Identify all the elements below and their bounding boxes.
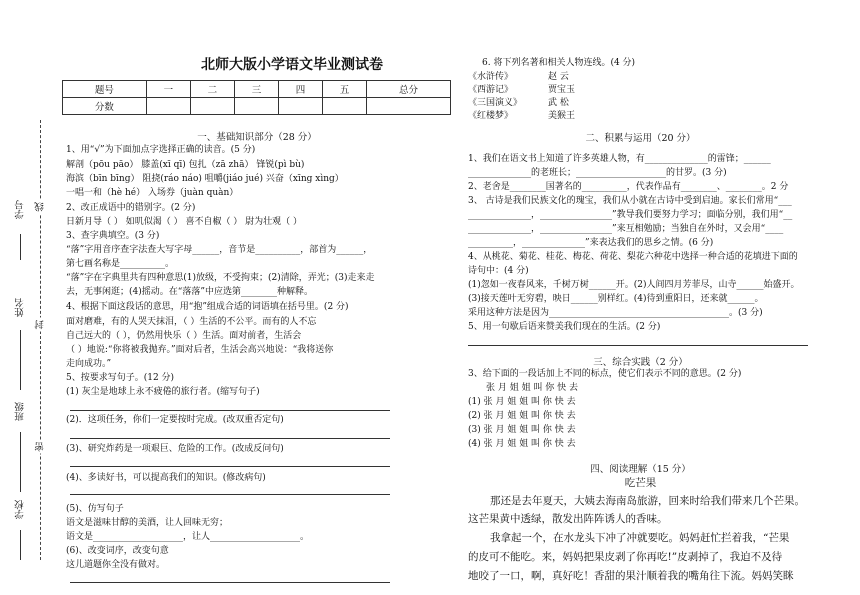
score-table-header-row [63,81,451,98]
score-cell: 分数 [63,98,147,115]
question-line: 自己远大的（ ），仍然用快乐（ ）生活。面对前者，生活会 [66,331,302,341]
question-line: 3、查字典填空。(3 分) [66,231,160,241]
question-line: (1) 灰尘是地球上永不疲倦的旅行者。(缩写句子) [66,387,260,397]
punctuation-answer-row[interactable]: (3) 张 月 姐 姐 叫 你 快 去 [468,425,576,435]
book-title: 《西游记》 [468,85,514,95]
section-heading-practice: 三、综合实践（2 分） [593,357,688,368]
score-cell: 三 [234,81,278,98]
question-line: 语文是滋味甘醇的美酒，让人回味无穷； [66,518,229,528]
score-table-score-row [63,98,451,115]
answer-line[interactable] [70,582,390,583]
question-line: ______________的老班长；____________________的甘罗。(3 分) [468,168,727,178]
binding-margin [0,0,48,595]
question-line: 海滨（bīn bīng） 阻挠(ráo náo) 咀嚼(jiáo jué) 兴奋（xīng xìng） [66,174,344,184]
answer-line[interactable] [70,410,390,411]
question-line: (4)、多读好书，可以提高我们的知识。(修改病句) [66,473,266,483]
question-line: 解剖（pōu pāo） 膝盖(xī qī) 包扎（zā zhā） 锋锐(pì bù) [66,160,305,170]
punctuation-answer-row[interactable]: (2) 张 月 姐 姐 叫 你 快 去 [468,411,576,421]
question-line: （ ）地说:“你将被我抛弃。”面对后者，生活会高兴地说：“我将送你 [66,345,334,355]
question-line: 3、 古诗是我们民族文化的瑰宝，我们从小就在古诗中受到启迪。家长们常用“___ [468,196,792,206]
margin-mark-line: 线 [35,202,46,212]
margin-blank-line [20,330,21,390]
punctuation-answer-row[interactable]: (1) 张 月 姐 姐 叫 你 快 去 [468,397,576,407]
question-line: ______________，________________”教导我们要努力学习；面临分别，我们用“__ [468,210,793,220]
question-line: 5、用一句歇后语来赞美我们现在的生活。(2 分) [468,322,661,332]
question-line: __________，______________”来表达我们的思乡之情。(6 分) [468,238,714,248]
article-paragraph-line: 地咬了一口，啊，真好吃！香甜的果汁顺着我的嘴角往下流。妈妈笑眯 [468,570,794,582]
score-input-cell[interactable] [367,98,451,115]
question-line: 1、我们在语文书上知道了许多英雄人物，有______________的雷锋；______ [468,154,771,164]
question-line: 一唱一和（hè hé） 入场券（juàn quàn） [66,188,239,198]
question-line: 去，无事闲逛；(4)摇动。在“落落”中应选第________种解释。 [66,287,313,297]
score-cell: 总分 [367,81,451,98]
answer-line[interactable] [70,438,390,439]
question-line: (1)忽如一夜春风来，千树万树______开。(2)人间四月芳菲尽，山寺______始盛开。 [468,280,800,290]
margin-blank-line [20,530,21,560]
question-line: 诗句中：(4 分) [468,266,529,276]
section-heading-reading: 四、阅读理解（15 分） [590,464,691,475]
score-input-cell[interactable] [234,98,278,115]
character-name: 贾宝玉 [548,85,576,95]
question-line: “落”字用音序查字法查大写字母______，音节是__________，部首为______， [66,245,373,255]
question-line: 3、给下面的一段话加上不同的标点，使它们表示不同的意思。(2 分) [468,369,742,379]
question-line: 1、用“√”为下面加点字选择正确的读音。(5 分) [66,145,256,155]
question-line: 这儿道题你全没有做对。 [66,560,166,570]
question-line: (3)接天莲叶无穷碧，映日______别样红。(4)待到重阳日，还来就______。 [468,294,764,304]
margin-mark-secret: 密 [35,442,46,452]
punctuation-base-text: 张 月 姐 姐 叫 你 快 去 [486,383,579,393]
character-name: 武 松 [548,98,569,108]
question-line: 5、按要求写句子。(12 分) [66,373,175,383]
page-title: 北师大版小学语文毕业测试卷 [201,57,383,73]
score-table [62,80,451,115]
article-paragraph-line: 的皮可不能吃。来，妈妈把果皮剥了你再吃!”皮剥掉了，我迫不及待 [468,551,783,563]
book-title: 《水浒传》 [468,72,514,82]
margin-mark-seal: 封 [35,320,46,330]
book-title: 《三国演义》 [468,98,523,108]
score-cell: 题号 [63,81,147,98]
question-line: 4、根据下面这段话的意思，用“抱”组成合适的词语填在括号里。(2 分) [66,302,349,312]
score-input-cell[interactable] [278,98,322,115]
answer-line[interactable] [468,345,808,346]
margin-label-class: 班级 [15,402,26,421]
punctuation-answer-row[interactable]: (4) 张 月 姐 姐 叫 你 快 去 [468,439,576,449]
question-line: 第七画名称是__________。 [66,259,175,269]
question-line: 语文是____________________，让人____________________。 [66,532,310,542]
article-paragraph-line: 这芒果黄中透绿，散发出阵阵诱人的香味。 [468,513,668,525]
character-name: 美猴王 [548,111,576,121]
score-input-cell[interactable] [146,98,190,115]
margin-label-school: 学校 [15,500,26,519]
question-line: 4、从桃花、菊花、桂花、梅花、荷花、梨花六种花中选择一种合适的花填进下面的 [468,252,798,262]
answer-line[interactable] [70,494,390,495]
section-heading-accumulation: 二、积累与运用（20 分） [585,133,696,144]
question-line: ______________，________________”来互相勉励；当独自在外时，又会用“____ [468,224,784,234]
score-cell: 一 [146,81,190,98]
article-title: 吃芒果 [624,477,657,489]
question-line: 2、改正成语中的错别字。(2 分) [66,203,196,213]
question-line: (5)、仿写句子 [66,504,124,514]
margin-label-student-id: 学号 [15,200,26,219]
question-line: (2)．这项任务，你们一定要按时完成。(改双重否定句) [66,415,284,425]
score-input-cell[interactable] [323,98,367,115]
question-line: “落”字在字典里共有四种意思(1)放级，不受拘束；(2)清除，弄光；(3)走来走 [66,273,375,283]
score-cell: 二 [190,81,234,98]
question-line: 6. 将下列名著和相关人物连线。(4 分) [482,58,636,68]
article-paragraph-line: 我拿起一个，在水龙头下冲了冲就要吃。妈妈赶忙拦着我，“芒果 [490,532,790,544]
question-line: 采用这种方法是因为________________________________________。(3 分) [468,308,763,318]
question-line: 面对磨难，有的人哭天抹泪，（ ）生活的不公平。而有的人不忘 [66,317,317,327]
book-title: 《红楼梦》 [468,111,514,121]
question-line: (3)、研究炸药是一项艰巨、危险的工作。(改成反问句) [66,444,284,454]
question-line: 日新月导（ ） 如叽似渴（ ） 喜不自椒（ ） 尉为壮观（ ） [66,217,303,227]
score-input-cell[interactable] [190,98,234,115]
margin-blank-line [20,234,21,260]
answer-line[interactable] [70,466,390,467]
score-cell: 五 [323,81,367,98]
margin-blank-line [20,432,21,492]
character-name: 赵 云 [548,72,569,82]
section-heading-basics: 一、基础知识部分（28 分） [197,132,317,143]
question-line: (6)、改变词序，改变句意 [66,546,169,556]
cut-line [40,120,41,560]
question-line: 2、老舍是________国著名的__________，代表作品有________、________。2 分 [468,182,789,192]
margin-label-name: 姓名 [15,298,26,317]
score-cell: 四 [278,81,322,98]
question-line: 走向成功。” [66,359,112,369]
article-paragraph-line: 那还是去年夏天，大姨去海南岛旅游，回来时给我们带来几个芒果。 [490,495,805,507]
